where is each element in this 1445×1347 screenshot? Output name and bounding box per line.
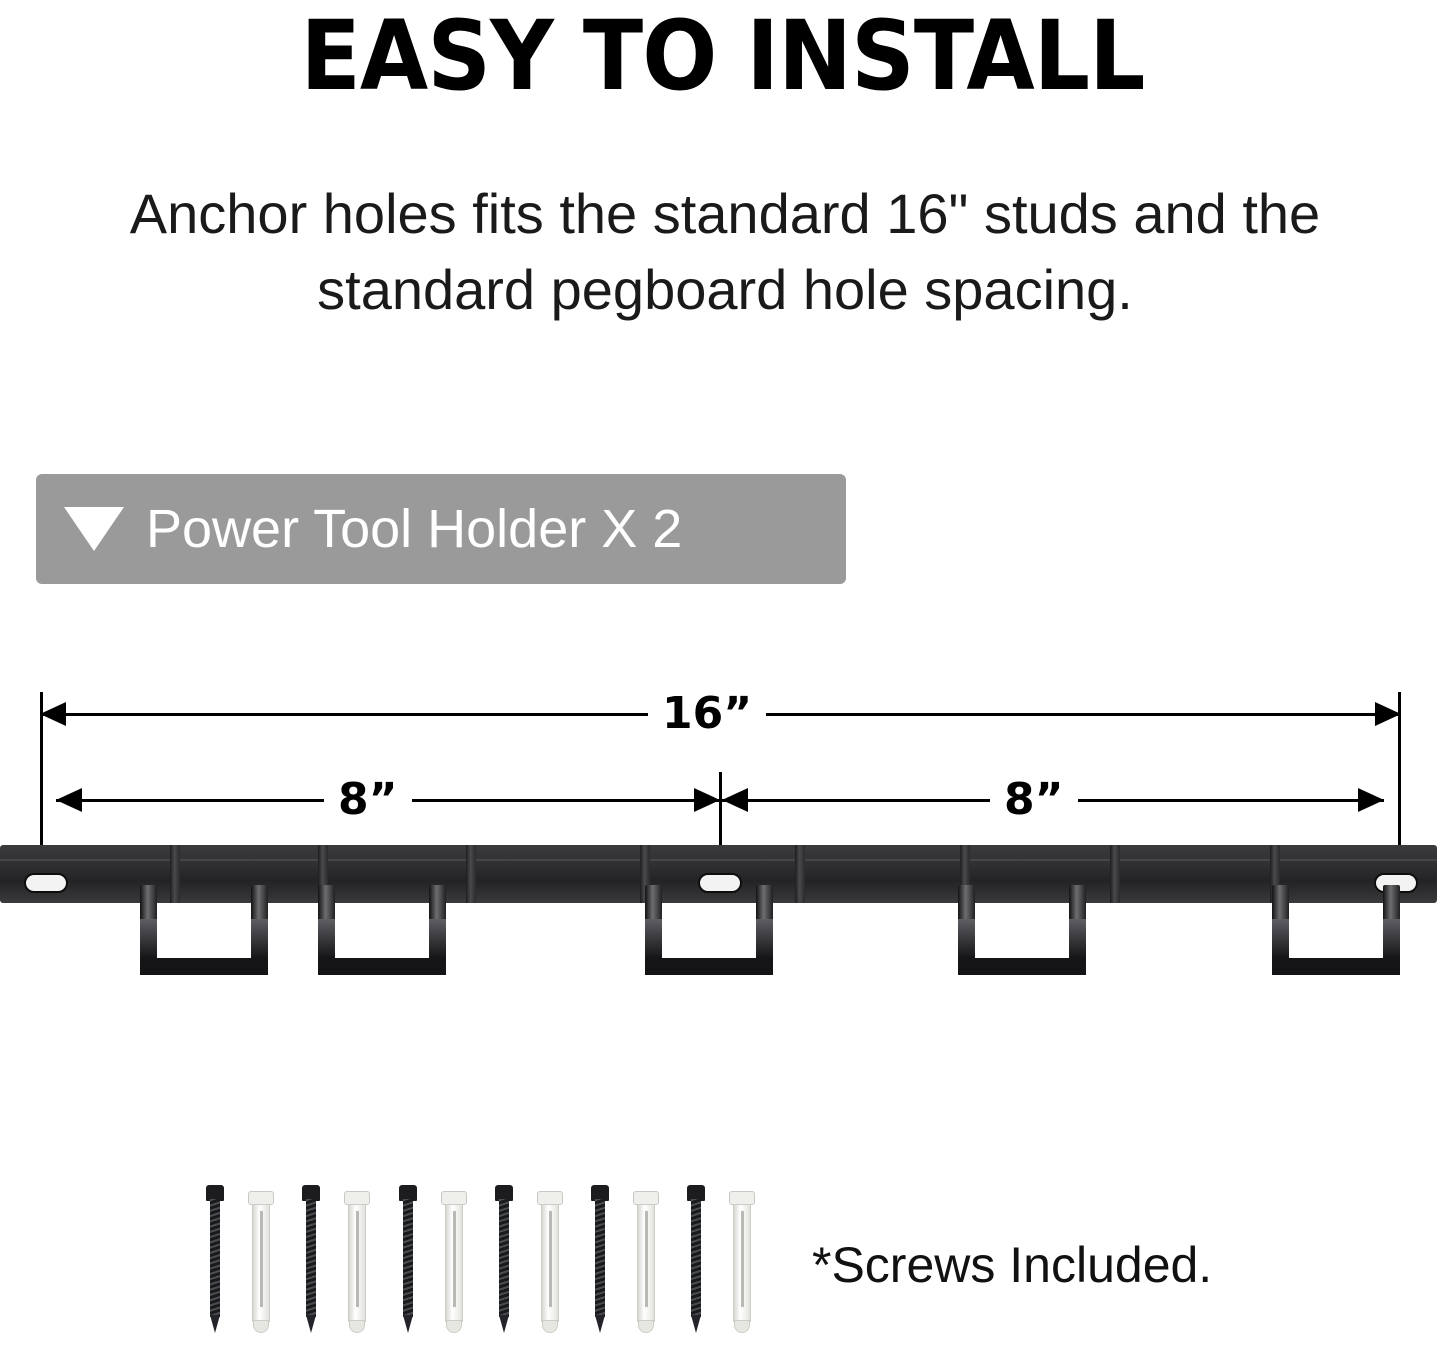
arrow-left-icon [40, 702, 66, 726]
wall-anchor-icon [633, 1191, 659, 1333]
arrow-right-icon [1375, 702, 1401, 726]
triangle-down-icon [64, 507, 124, 551]
tool-holder-illustration [0, 845, 1445, 980]
page-title: EASY TO INSTALL [300, 0, 1145, 112]
wall-anchor-icon [729, 1191, 755, 1333]
dimension-row-right [722, 774, 1384, 825]
anchor-hole [24, 873, 68, 893]
dimension-row-left [56, 774, 720, 825]
tool-hook [645, 885, 773, 977]
screws-included-note: *Screws Included. [812, 1237, 1213, 1293]
dimension-label-left: 8” [324, 776, 412, 824]
wall-anchor-icon [537, 1191, 563, 1333]
screw-icon [301, 1185, 321, 1333]
dimension-label-total: 16” [648, 690, 766, 738]
product-label-banner [36, 474, 846, 584]
wall-anchor-icon [344, 1191, 370, 1333]
arrow-left-icon [722, 788, 748, 812]
screw-icon [686, 1185, 706, 1333]
arrow-left-icon [56, 788, 82, 812]
rail-rib [795, 845, 805, 903]
wall-anchor-icon [248, 1191, 274, 1333]
tool-hook [1272, 885, 1400, 977]
hardware-illustration [0, 1185, 1445, 1345]
screw-icon [590, 1185, 610, 1333]
wall-anchor-icon [441, 1191, 467, 1333]
screw-icon [398, 1185, 418, 1333]
subheading-text: Anchor holes fits the standard 16" studs and the standard pegboard hole spacing. [129, 182, 1321, 321]
arrow-right-icon [694, 788, 720, 812]
tool-hook [318, 885, 446, 977]
screw-icon [205, 1185, 225, 1333]
tool-hook [958, 885, 1086, 977]
arrow-right-icon [1358, 788, 1384, 812]
screw-icon [494, 1185, 514, 1333]
rail-rib [1110, 845, 1120, 903]
dimension-label-right: 8” [990, 776, 1078, 824]
tool-hook [140, 885, 268, 977]
product-label-text: Power Tool Holder X 2 [146, 499, 683, 559]
dimension-row-total [40, 688, 1401, 739]
rail-rib [466, 845, 476, 903]
